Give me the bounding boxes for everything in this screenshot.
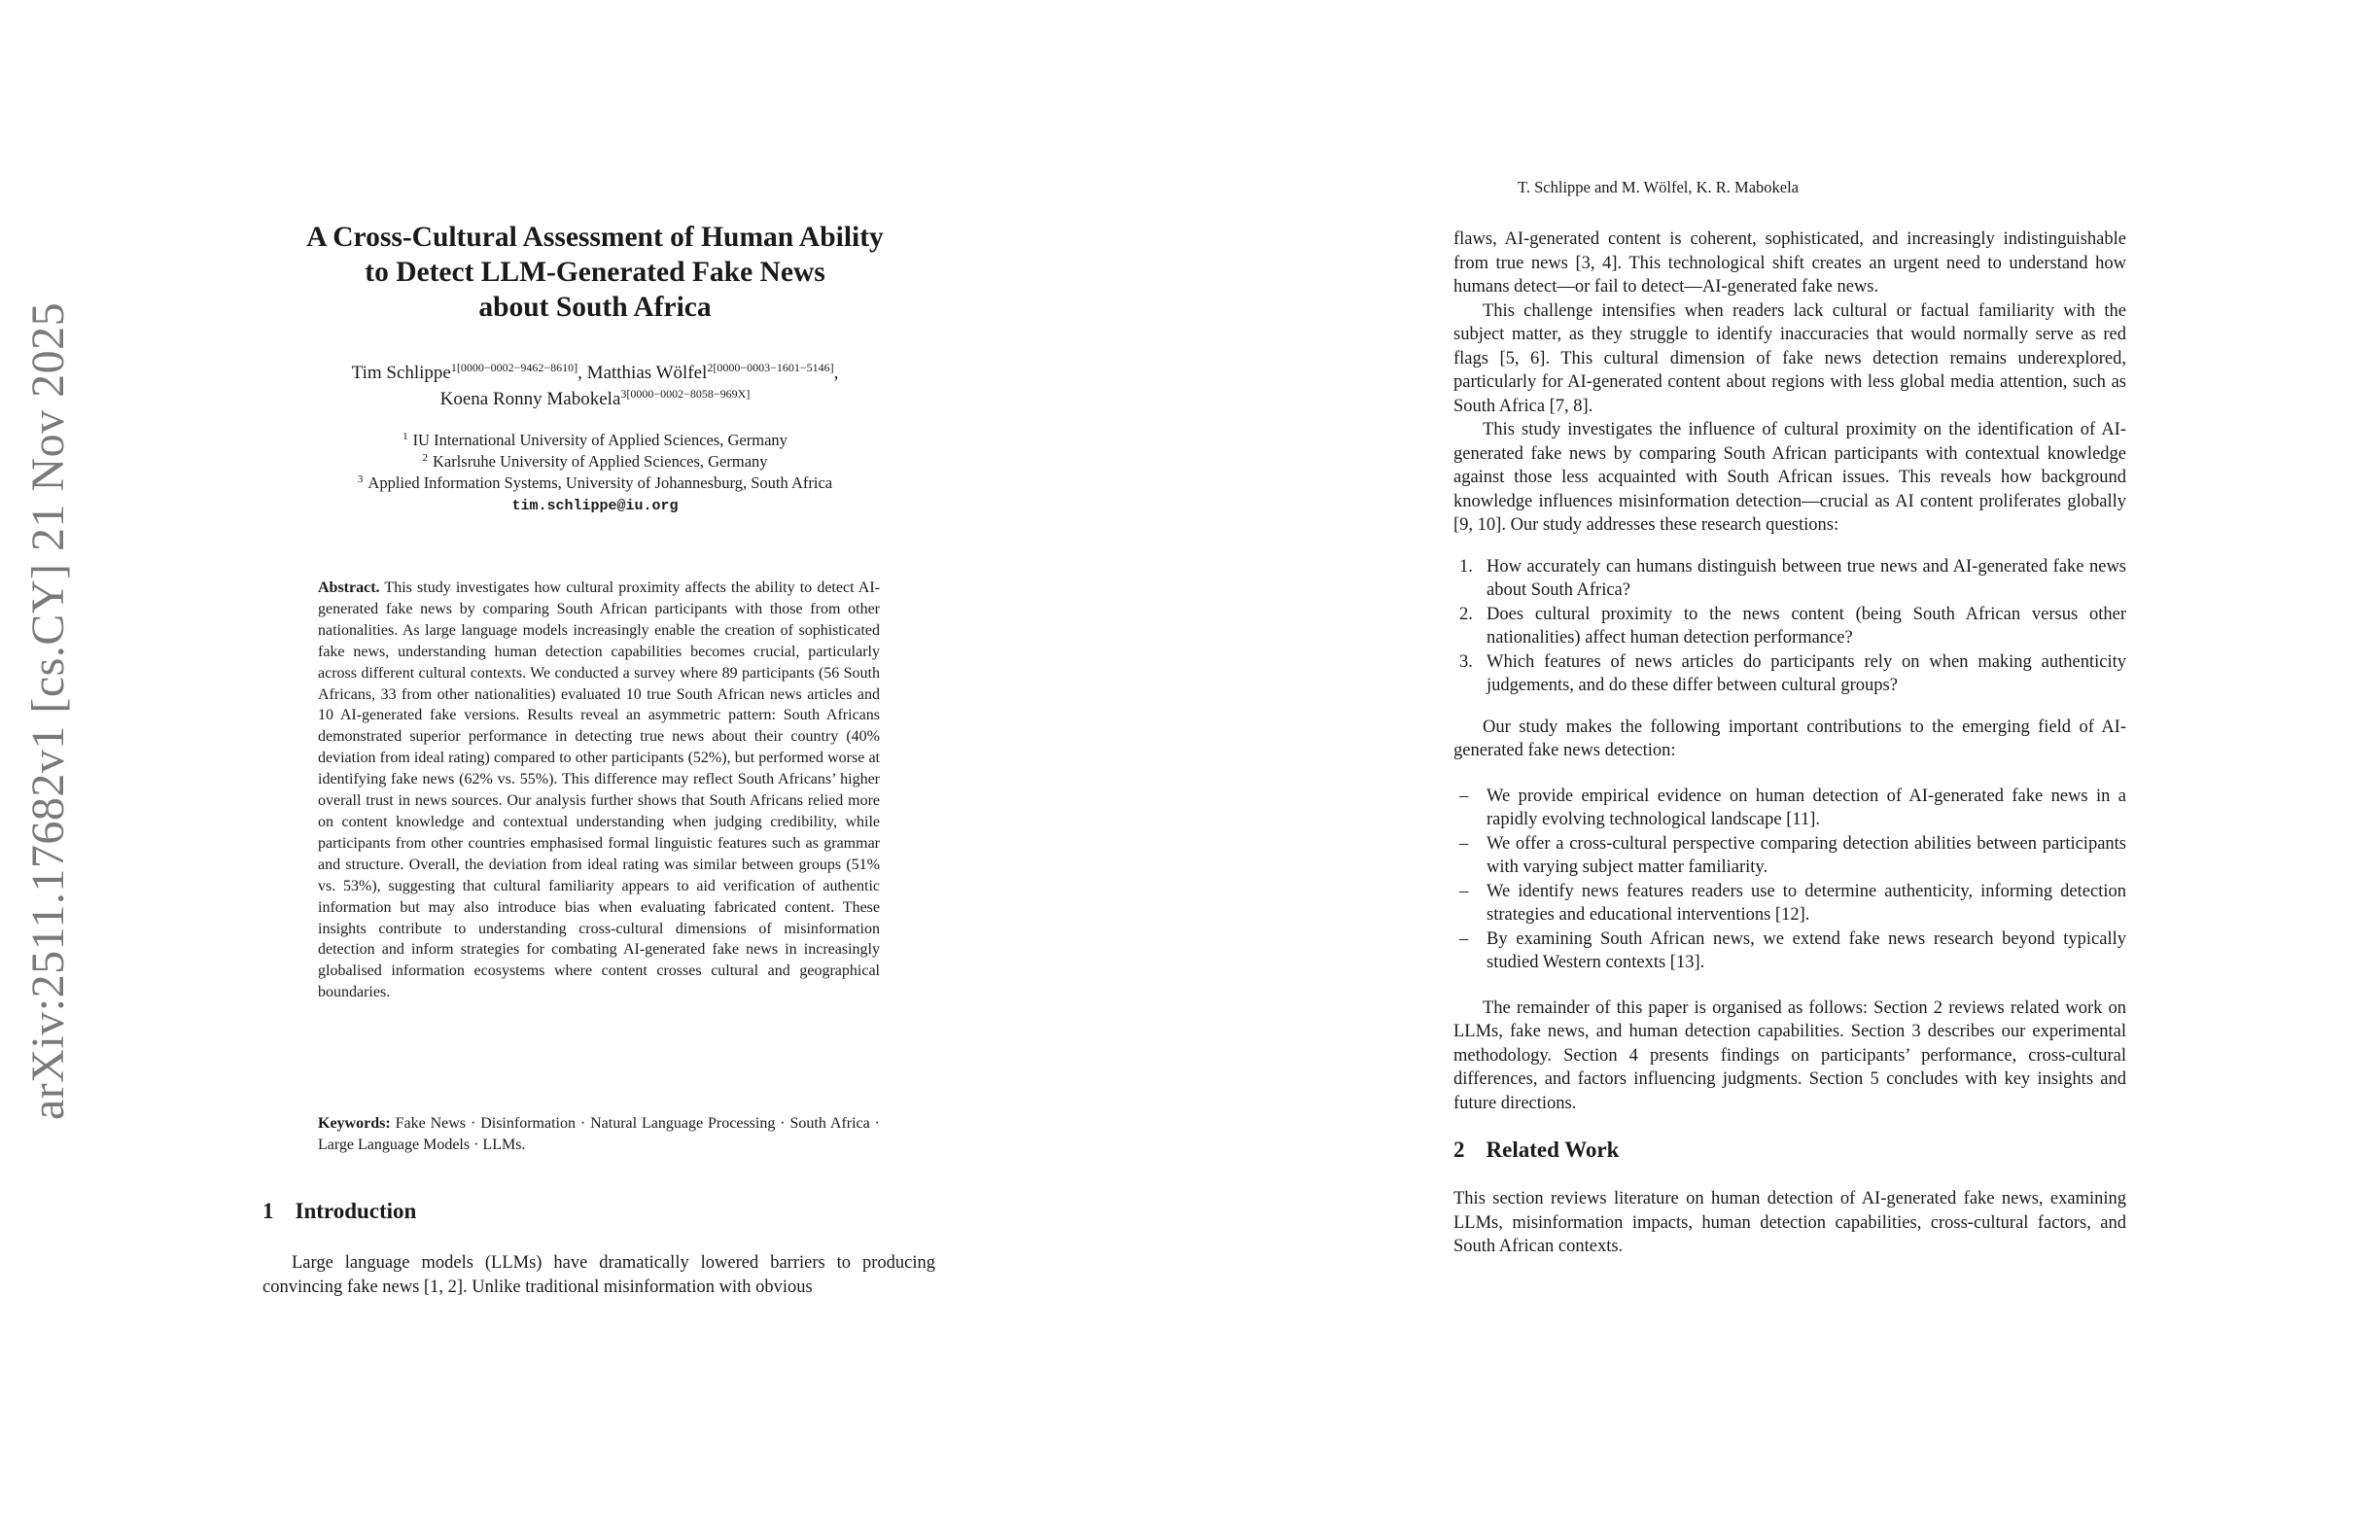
title-line: A Cross-Cultural Assessment of Human Ability — [306, 222, 884, 253]
keywords-text: Fake News · Disinformation · Natural Language Processing · South Africa · Large Language Models · LLMs. — [318, 1115, 880, 1153]
paper-title — [255, 220, 935, 325]
paragraph: This section reviews literature on human detection of AI-generated fake news, examining LLMs, misinformation impacts, human detection capabilities, cross-cultural factors, and South African contexts. — [1453, 1189, 2126, 1256]
affiliation: $^3$ Applied Information Systems, University of Johannesburg, South Africa — [357, 473, 833, 492]
paragraph: The remainder of this paper is organised as follows: Section 2 reviews related work on LLMs, fake news, and human detection capabilities. Section 3 describes our experimental methodology. Section 4 presents findings on participants’ performance, cross-cultural differences, and factors influencing judgments. Section 5 concludes with key insights and future directions. — [1453, 998, 2126, 1113]
list-item: – We provide empirical evidence on human detection of AI-generated fake news in a rapidly evolving technological landscape [11]. — [1459, 786, 2126, 829]
list-item: 3. Which features of news articles do participants rely on when making authenticity judgements, and do these differ between cultural groups? — [1459, 651, 2126, 695]
affiliation: $^2$ Karlsruhe University of Applied Sciences, Germany — [422, 452, 768, 471]
contributions-list — [1453, 785, 2126, 975]
author-name: Matthias Wölfel — [586, 363, 708, 383]
paragraph: flaws, AI-generated content is coherent, sophisticated, and increasingly indistinguishable from true news [3, 4]. This technological shift creates an urgent need to understand how humans detect—or fail to detect—AI-generated fake news. — [1453, 229, 2126, 297]
author-orcid: 2[0000−0003−1601−5146] — [707, 361, 834, 374]
affiliation: $^1$ IU International University of Applied Sciences, Germany — [402, 431, 788, 449]
section-heading-introduction: 1 Introduction — [262, 1199, 417, 1223]
title-line: to Detect LLM-Generated Fake News — [365, 257, 825, 288]
list-item: 1. How accurately can humans distinguish between true news and AI-generated fake news about South Africa? — [1459, 556, 2126, 600]
research-questions — [1453, 555, 2126, 698]
list-item: – By examining South African news, we extend fake news research beyond typically studied Western contexts [13]. — [1459, 928, 2126, 972]
arxiv-identifier: arXiv:2511.17682v1 [cs.CY] 21 Nov 2025 — [22, 301, 74, 1120]
list-item: – We offer a cross-cultural perspective comparing detection abilities between participants with varying subject matter familiarity. — [1459, 833, 2126, 877]
section-heading-related-work: 2 Related Work — [1453, 1138, 1620, 1162]
author-orcid: 3[0000−0002−8058−969X] — [620, 387, 751, 401]
author-list: Tim Schlippe$^{1[0000-0002-9462-8610]}$, Matthias Wölfel$^{2[0000-0003-1601-5146]}$, Koena Ronny Mabokela$^{3[0000-0002-8058-969X]}$ — [351, 361, 839, 409]
paragraph: This study investigates the influence of cultural proximity on the identification of AI-generated fake news by comparing South African participants with contextual knowledge against those less acquainted with South African issues. This reveals how background knowledge influences misinformation detection—crucial as AI content proliferates globally [9, 10]. Our study addresses these research questions: — [1453, 420, 2126, 535]
keywords-label: Keywords: — [318, 1115, 391, 1132]
affiliation-list — [255, 430, 935, 517]
author-name: Koena Ronny Mabokela — [439, 389, 621, 409]
paragraph: Our study makes the following important contributions to the emerging field of AI-generated fake news detection: — [1453, 717, 2126, 760]
abstract-text: This study investigates how cultural proximity affects the ability to detect AI-generated fake news by comparing South African participants with those from other nationalities. As large language models increasingly enable the creation of sophisticated fake news, understanding human detection capabilities becomes crucial, particularly across different cultural contexts. We conducted a survey where 89 participants (56 South Africans, 33 from other nationalities) evaluated 10 true South African news articles and 10 AI-generated fake versions. Results reveal an asymmetric pattern: South Africans demonstrated superior performance in detecting true news about their country (40% deviation from ideal rating) compared to other participants (52%), but performed worse at identifying fake news (62% vs. 55%). This difference may reflect South Africans’ higher overall trust in news sources. Our analysis further shows that South Africans relied more on content knowledge and contextual understanding when judging credibility, while participants from other countries emphasised formal linguistic features such as grammar and structure. Overall, the deviation from ideal rating was similar between groups (51% vs. 53%), suggesting that cultural familiarity appears to aid verification of authentic information but may also introduce bias when evaluating fabricated content. These insights contribute to understanding cross-cultural dimensions of misinformation detection and inform strategies for combating AI-generated fake news in increasingly globalised information ecosystems where content crosses cultural and geographical boundaries. — [318, 579, 880, 1001]
list-item: 2. Does cultural proximity to the news content (being South African versus other nationalities) affect human detection performance? — [1459, 604, 2126, 648]
paragraph: This challenge intensifies when readers lack cultural or factual familiarity with the subject matter, as they struggle to identify inaccuracies that would normally serve as red flags [5, 6]. This cultural dimension of fake news detection remains underexplored, particularly for AI-generated content about regions with less global media attention, such as South Africa [7, 8]. — [1453, 300, 2126, 416]
keywords — [318, 1113, 880, 1156]
abstract-label: Abstract. — [318, 579, 380, 596]
intro-paragraph: Large language models (LLMs) have dramatically lowered barriers to producing convincing fake news [1, 2]. Unlike traditional misinformation with obvious — [262, 1253, 935, 1297]
author-name: Tim Schlippe — [351, 363, 451, 383]
list-item: – We identify news features readers use to determine authenticity, informing detection strategies and educational interventions [12]. — [1459, 881, 2126, 925]
abstract — [318, 578, 880, 1003]
contact-email[interactable]: tim.schlippe@iu.org — [511, 498, 679, 514]
right-column — [1453, 228, 2126, 1259]
title-line: about South Africa — [478, 292, 712, 323]
author-orcid: 1[0000−0002−9462−8610] — [450, 361, 578, 374]
